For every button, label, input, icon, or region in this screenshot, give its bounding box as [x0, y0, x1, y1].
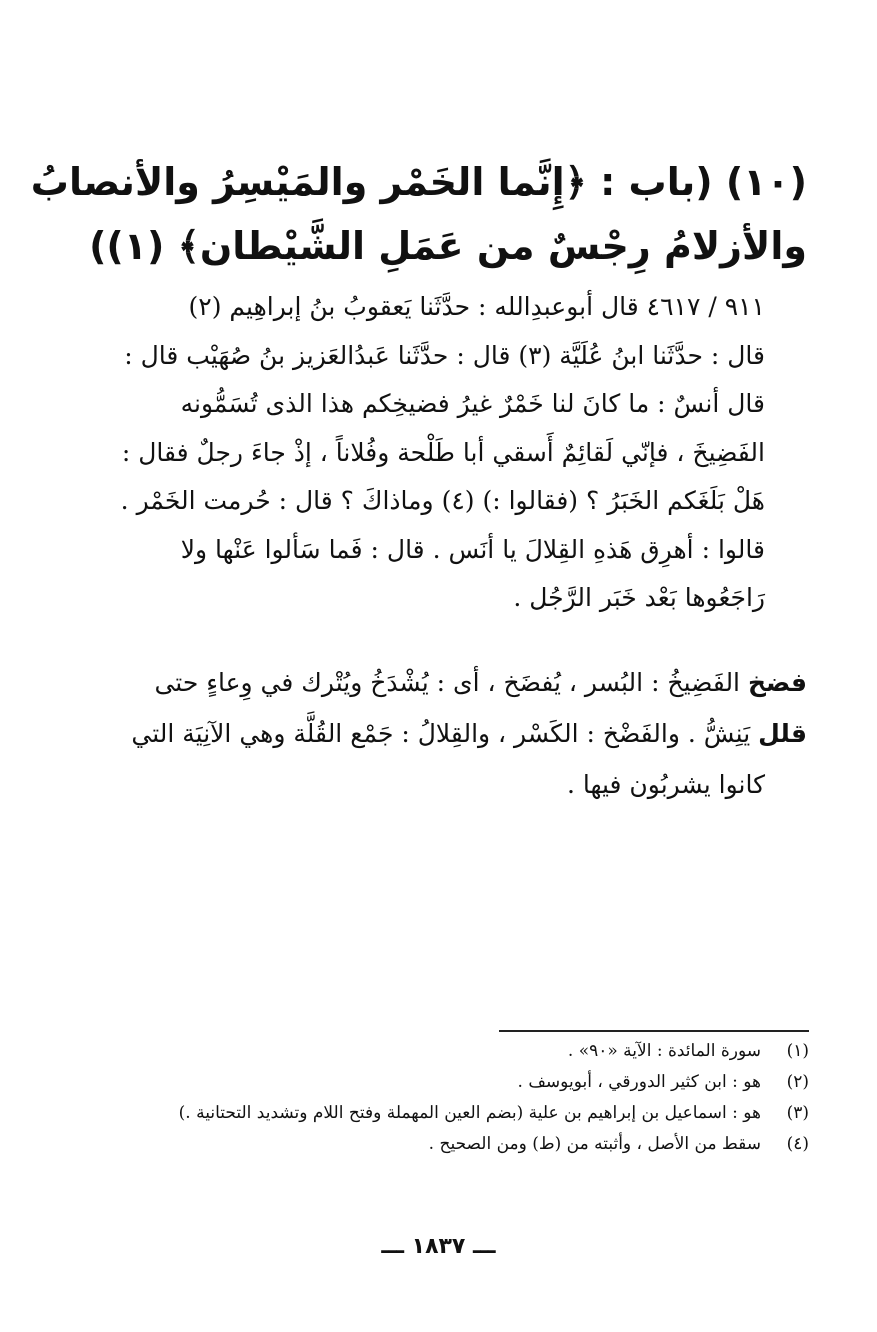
footnote-number: (٣) — [786, 1103, 809, 1123]
glossary-line — [67, 708, 807, 759]
chapter-heading — [30, 150, 807, 278]
glossary-line-text: الفَضِيخُ : البُسر ، يُفضَخ ، أى : يُشْدَخُ ويُتْرك في وِعاءٍ حتى — [154, 668, 741, 697]
glossary-line-text: يَنِشُّ . والفَضْخ : الكَسْر ، والقِلالُ : جَمْع القُلَّة وهي الآنِيَة التي — [131, 719, 751, 748]
footnote-item — [149, 1129, 809, 1160]
hadith-line: قالوا : أهرِق هَذهِ القِلالَ يا أنَس . قال : فَما سَألوا عَنْها ولا — [180, 534, 765, 564]
glossary-line: كانوا يشربُون فيها . — [566, 770, 765, 799]
chapter-heading-line-1: (١٠) (باب : ﴿إِنَّما الخَمْر والمَيْسِرُ والأنصابُ — [30, 160, 807, 204]
hadith-line: رَاجَعُوها بَعْد خَبَر الرَّجُل . — [513, 583, 765, 612]
page-number: ـــ ١٨٣٧ ـــ — [381, 1234, 496, 1259]
footnote-item — [149, 1036, 809, 1067]
footnote-item — [149, 1098, 809, 1129]
footnote-text: هو : ابن كثير الدورقي ، أبويوسف . — [517, 1072, 761, 1092]
hadith-line: هَلْ بَلَغَكم الخَبَرُ ؟ (فقالوا :) (٤) وماذاكَ ؟ قال : حُرمت الخَمْر . — [120, 486, 765, 515]
footnotes — [149, 1036, 809, 1160]
footnote-item — [149, 1067, 809, 1098]
hadith-line: الفَضِيخَ ، فإنّي لَقائِمٌ أَسقي أبا طَلْحة وفُلاناً ، إذْ جاءَ رجلٌ فقال : — [121, 437, 765, 467]
glossary-line — [67, 657, 807, 708]
glossary-root-word: قلل — [758, 719, 807, 748]
footnote-divider — [499, 1030, 809, 1032]
footnote-text: سقط من الأصل ، وأثبته من (ط) ومن الصحيح . — [428, 1134, 761, 1154]
hadith-line: ٩١١ / ٤٦١٧ قال أبوعبدِالله : حدَّثَنا يَعقوبُ بنُ إبراهِيم (٢) — [188, 292, 765, 321]
footnote-text: هو : اسماعيل بن إبراهيم بن علية (بضم العين المهملة وفتح اللام وتشديد التحتانية .) — [178, 1103, 761, 1123]
hadith-text — [65, 283, 765, 623]
footnote-number: (٤) — [786, 1134, 809, 1154]
glossary-root-word: فضخ — [747, 668, 807, 697]
footnote-number: (١) — [786, 1041, 809, 1061]
hadith-line: قال : حدَّثَنا ابنُ عُلَيَّة (٣) قال : حدَّثَنا عَبدُالعَزيز بنُ صُهَيْب قال : — [124, 340, 765, 370]
hadith-line: قال أنسٌ : ما كانَ لنا خَمْرٌ غيرُ فضيخِكم هذا الذى تُسَمُّونه — [180, 389, 765, 418]
footnote-number: (٢) — [786, 1072, 809, 1092]
glossary-notes — [67, 657, 807, 810]
chapter-heading-line-2: والأزلامُ رِجْسٌ من عَمَلِ الشَّيْطان﴾ (١)) — [89, 224, 807, 268]
footnote-text: سورة المائدة : الآية «٩٠» . — [567, 1041, 761, 1061]
